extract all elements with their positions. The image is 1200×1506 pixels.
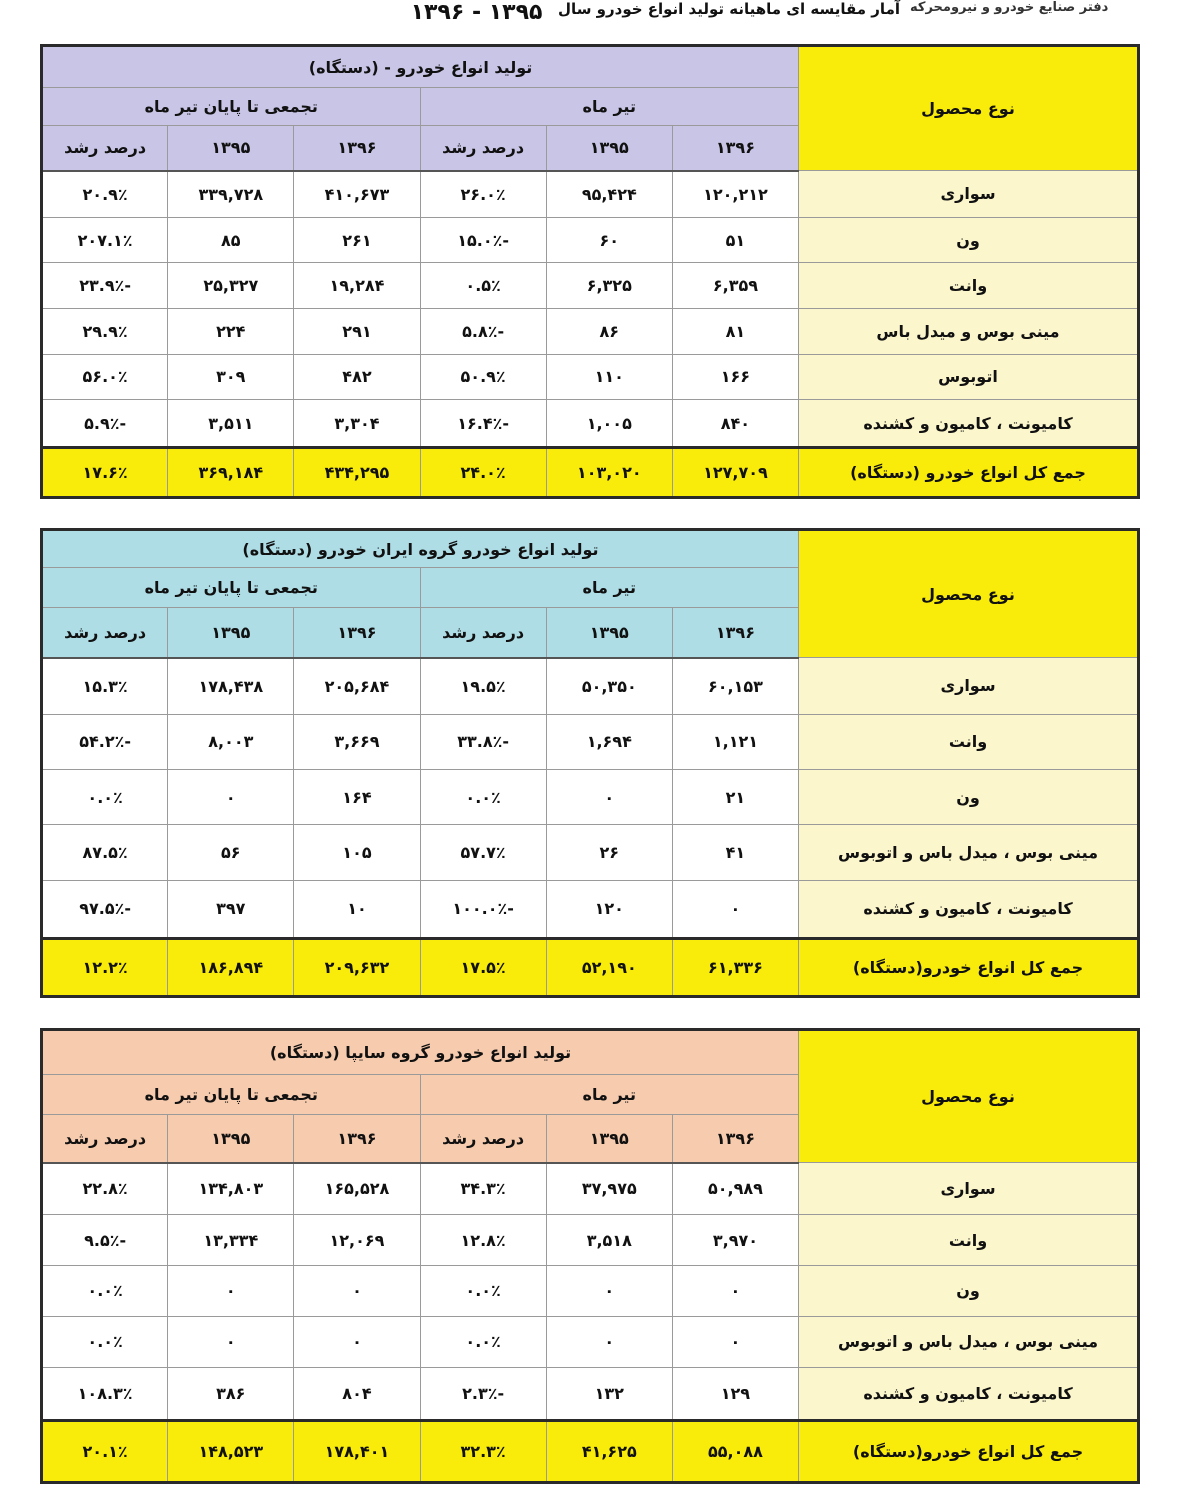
table-title: تولید انواع خودرو گروه ایران خودرو (دستگاه) <box>42 530 799 568</box>
col-growth-cum: درصد رشد <box>42 126 168 171</box>
cell-cum-growth: ۸۷.۵٪ <box>42 825 168 880</box>
cell-month-1396: ۵۱ <box>672 217 798 263</box>
cell-month-1396: ۱۲۹ <box>672 1367 798 1420</box>
row-name: کامیونت ، کامیون و کشنده <box>799 1367 1139 1420</box>
total-row <box>42 1421 1139 1483</box>
col-1395-cum: ۱۳۹۵ <box>168 1115 294 1163</box>
cell-month-growth: -۱۵.۰٪ <box>420 217 546 263</box>
row-name: مینی بوس و میدل باس <box>799 308 1139 354</box>
total-cum-1396: ۴۳۴,۲۹۵ <box>294 448 420 498</box>
cell-cum-growth: -۹.۵٪ <box>42 1215 168 1266</box>
cell-month-1396: ۳,۹۷۰ <box>672 1215 798 1266</box>
cell-month-1396: ۶۰,۱۵۳ <box>672 658 798 715</box>
cell-month-growth: ۵۷.۷٪ <box>420 825 546 880</box>
cell-cum-1395: ۵۶ <box>168 825 294 880</box>
cell-cum-1396: ۰ <box>294 1316 420 1367</box>
cell-cum-growth: ۱۵.۳٪ <box>42 658 168 715</box>
cell-month-1395: ۳,۵۱۸ <box>546 1215 672 1266</box>
cell-month-1396: ۸۱ <box>672 308 798 354</box>
period-month-header: تیر ماه <box>420 1075 798 1115</box>
cell-cum-1395: ۳۸۶ <box>168 1367 294 1420</box>
col-1395-month: ۱۳۹۵ <box>546 608 672 658</box>
table-row <box>42 1367 1139 1420</box>
cell-month-1395: ۹۵,۴۲۴ <box>546 171 672 218</box>
cell-cum-1395: ۰ <box>168 1316 294 1367</box>
cell-month-growth: -۳۳.۸٪ <box>420 714 546 769</box>
cell-month-growth: ۱۲.۸٪ <box>420 1215 546 1266</box>
cell-cum-1396: ۲۹۱ <box>294 308 420 354</box>
cell-cum-1395: ۸,۰۰۳ <box>168 714 294 769</box>
cell-cum-growth: ۲۰۷.۱٪ <box>42 217 168 263</box>
total-month-growth: ۱۷.۵٪ <box>420 939 546 997</box>
cell-month-growth: -۵.۸٪ <box>420 308 546 354</box>
cell-month-growth: ۰.۰٪ <box>420 770 546 825</box>
cell-month-1395: ۱۱۰ <box>546 354 672 400</box>
period-cumulative-header: تجمعی تا پایان تیر ماه <box>42 1075 421 1115</box>
cell-month-1395: ۰ <box>546 1316 672 1367</box>
row-name: مینی بوس ، میدل باس و اتوبوس <box>799 825 1139 880</box>
row-name: کامیونت ، کامیون و کشنده <box>799 880 1139 938</box>
total-month-1396: ۵۵,۰۸۸ <box>672 1421 798 1483</box>
period-month-header: تیر ماه <box>420 568 798 608</box>
table-row <box>42 658 1139 715</box>
total-month-1395: ۵۲,۱۹۰ <box>546 939 672 997</box>
cell-month-1396: ۰ <box>672 1316 798 1367</box>
cell-month-1396: ۰ <box>672 1265 798 1316</box>
cell-month-1395: ۸۶ <box>546 308 672 354</box>
row-name: ون <box>799 770 1139 825</box>
cell-cum-1395: ۱۳,۳۳۴ <box>168 1215 294 1266</box>
col-growth-month: درصد رشد <box>420 608 546 658</box>
cell-cum-1396: ۲۰۵,۶۸۴ <box>294 658 420 715</box>
cell-cum-1395: ۱۷۸,۴۳۸ <box>168 658 294 715</box>
cell-month-1395: ۰ <box>546 770 672 825</box>
col-1396-cum: ۱۳۹۶ <box>294 608 420 658</box>
cell-month-1395: ۰ <box>546 1265 672 1316</box>
cell-cum-1396: ۲۶۱ <box>294 217 420 263</box>
cell-month-1396: ۲۱ <box>672 770 798 825</box>
cell-month-1395: ۱,۶۹۴ <box>546 714 672 769</box>
cell-cum-1396: ۳,۶۶۹ <box>294 714 420 769</box>
table-row <box>42 263 1139 309</box>
cell-month-growth: ۵۰.۹٪ <box>420 354 546 400</box>
cell-month-growth: ۰.۰٪ <box>420 1265 546 1316</box>
total-cum-1395: ۱۴۸,۵۲۳ <box>168 1421 294 1483</box>
col-1395-cum: ۱۳۹۵ <box>168 126 294 171</box>
period-cumulative-header: تجمعی تا پایان تیر ماه <box>42 568 421 608</box>
cell-cum-1395: ۳۰۹ <box>168 354 294 400</box>
col-growth-cum: درصد رشد <box>42 1115 168 1163</box>
cell-cum-growth: ۰.۰٪ <box>42 1316 168 1367</box>
table-row <box>42 714 1139 769</box>
cell-cum-growth: -۹۷.۵٪ <box>42 880 168 938</box>
cell-month-1396: ۱۶۶ <box>672 354 798 400</box>
cell-cum-1396: ۸۰۴ <box>294 1367 420 1420</box>
report-title <box>380 0 900 30</box>
cell-cum-growth: ۲۹.۹٪ <box>42 308 168 354</box>
cell-cum-1396: ۴۱۰,۶۷۳ <box>294 171 420 218</box>
period-cumulative-header: تجمعی تا پایان تیر ماه <box>42 88 421 126</box>
cell-month-1395: ۱۳۲ <box>546 1367 672 1420</box>
col-1396-cum: ۱۳۹۶ <box>294 126 420 171</box>
cell-cum-1396: ۱۶۴ <box>294 770 420 825</box>
office-label: دفتر صنایع خودرو و نیرومحرکه <box>910 0 1109 15</box>
total-cum-growth: ۱۲.۲٪ <box>42 939 168 997</box>
cell-month-growth: -۲.۳٪ <box>420 1367 546 1420</box>
col-1396-month: ۱۳۹۶ <box>672 126 798 171</box>
table-row <box>42 308 1139 354</box>
cell-month-1396: ۰ <box>672 880 798 938</box>
cell-cum-1395: ۲۵,۳۲۷ <box>168 263 294 309</box>
table-row <box>42 400 1139 448</box>
cell-month-1395: ۵۰,۳۵۰ <box>546 658 672 715</box>
cell-month-1395: ۱,۰۰۵ <box>546 400 672 448</box>
cell-month-growth: ۰.۰٪ <box>420 1316 546 1367</box>
table-row <box>42 354 1139 400</box>
cell-month-growth: -۱۰۰.۰٪ <box>420 880 546 938</box>
total-cum-growth: ۲۰.۱٪ <box>42 1421 168 1483</box>
row-name: وانت <box>799 263 1139 309</box>
total-month-1395: ۱۰۳,۰۲۰ <box>546 448 672 498</box>
cell-cum-growth: -۵.۹٪ <box>42 400 168 448</box>
cell-month-1396: ۱۲۰,۲۱۲ <box>672 171 798 218</box>
table-row <box>42 1163 1139 1215</box>
table-saipa <box>40 1028 1140 1484</box>
report-title-years: ۱۳۹۵ - ۱۳۹۶ <box>410 0 543 25</box>
cell-cum-1395: ۲۲۴ <box>168 308 294 354</box>
cell-cum-growth: -۲۳.۹٪ <box>42 263 168 309</box>
cell-cum-1396: ۱۲,۰۶۹ <box>294 1215 420 1266</box>
cell-cum-growth: ۱۰۸.۳٪ <box>42 1367 168 1420</box>
col-growth-cum: درصد رشد <box>42 608 168 658</box>
table-row <box>42 825 1139 880</box>
table-row <box>42 1265 1139 1316</box>
total-name: جمع کل انواع خودرو(دستگاه) <box>799 1421 1139 1483</box>
product-type-header: نوع محصول <box>799 1030 1139 1163</box>
cell-month-growth: ۲۶.۰٪ <box>420 171 546 218</box>
col-growth-month: درصد رشد <box>420 1115 546 1163</box>
col-1396-cum: ۱۳۹۶ <box>294 1115 420 1163</box>
total-cum-1396: ۲۰۹,۶۳۲ <box>294 939 420 997</box>
row-name: وانت <box>799 1215 1139 1266</box>
table-total-production <box>40 44 1140 499</box>
period-month-header: تیر ماه <box>420 88 798 126</box>
total-month-growth: ۳۲.۳٪ <box>420 1421 546 1483</box>
table-row <box>42 1215 1139 1266</box>
cell-month-1396: ۸۴۰ <box>672 400 798 448</box>
total-month-1396: ۶۱,۳۳۶ <box>672 939 798 997</box>
cell-cum-1396: ۰ <box>294 1265 420 1316</box>
cell-cum-1395: ۳۹۷ <box>168 880 294 938</box>
table-iran-khodro <box>40 528 1140 998</box>
cell-cum-1396: ۱۹,۲۸۴ <box>294 263 420 309</box>
table-title: تولید انواع خودرو - (دستگاه) <box>42 46 799 88</box>
cell-month-1396: ۱,۱۲۱ <box>672 714 798 769</box>
cell-month-1396: ۶,۳۵۹ <box>672 263 798 309</box>
table-row <box>42 217 1139 263</box>
total-row <box>42 448 1139 498</box>
cell-cum-1396: ۴۸۲ <box>294 354 420 400</box>
table-row <box>42 1316 1139 1367</box>
total-cum-1396: ۱۷۸,۴۰۱ <box>294 1421 420 1483</box>
cell-cum-1395: ۰ <box>168 770 294 825</box>
cell-month-1395: ۶,۳۲۵ <box>546 263 672 309</box>
cell-cum-1396: ۱۶۵,۵۲۸ <box>294 1163 420 1215</box>
cell-cum-growth: ۲۲.۸٪ <box>42 1163 168 1215</box>
cell-month-1396: ۴۱ <box>672 825 798 880</box>
cell-cum-1395: ۳۳۹,۷۲۸ <box>168 171 294 218</box>
product-type-header: نوع محصول <box>799 46 1139 171</box>
table-title: تولید انواع خودرو گروه سایپا (دستگاه) <box>42 1030 799 1075</box>
cell-cum-1395: ۸۵ <box>168 217 294 263</box>
col-1396-month: ۱۳۹۶ <box>672 608 798 658</box>
cell-month-1395: ۱۲۰ <box>546 880 672 938</box>
cell-cum-growth: ۰.۰٪ <box>42 1265 168 1316</box>
row-name: ون <box>799 1265 1139 1316</box>
col-1395-month: ۱۳۹۵ <box>546 1115 672 1163</box>
cell-month-1396: ۵۰,۹۸۹ <box>672 1163 798 1215</box>
cell-cum-1395: ۳,۵۱۱ <box>168 400 294 448</box>
cell-cum-1396: ۱۰ <box>294 880 420 938</box>
total-name: جمع کل انواع خودرو (دستگاه) <box>799 448 1139 498</box>
table-row <box>42 770 1139 825</box>
row-name: سواری <box>799 1163 1139 1215</box>
cell-cum-1395: ۱۳۴,۸۰۳ <box>168 1163 294 1215</box>
cell-month-1395: ۶۰ <box>546 217 672 263</box>
total-cum-1395: ۳۶۹,۱۸۴ <box>168 448 294 498</box>
col-1396-month: ۱۳۹۶ <box>672 1115 798 1163</box>
table-row <box>42 171 1139 218</box>
total-name: جمع کل انواع خودرو(دستگاه) <box>799 939 1139 997</box>
row-name: ون <box>799 217 1139 263</box>
product-type-header: نوع محصول <box>799 530 1139 658</box>
col-growth-month: درصد رشد <box>420 126 546 171</box>
row-name: مینی بوس ، میدل باس و اتوبوس <box>799 1316 1139 1367</box>
row-name: وانت <box>799 714 1139 769</box>
total-cum-growth: ۱۷.۶٪ <box>42 448 168 498</box>
cell-month-1395: ۲۶ <box>546 825 672 880</box>
total-month-growth: ۲۴.۰٪ <box>420 448 546 498</box>
total-row <box>42 939 1139 997</box>
report-title-text: آمار مقایسه ای ماهیانه تولید انواع خودرو سال <box>558 0 900 18</box>
row-name: کامیونت ، کامیون و کشنده <box>799 400 1139 448</box>
row-name: اتوبوس <box>799 354 1139 400</box>
cell-cum-1396: ۳,۳۰۴ <box>294 400 420 448</box>
total-month-1395: ۴۱,۶۲۵ <box>546 1421 672 1483</box>
cell-cum-1396: ۱۰۵ <box>294 825 420 880</box>
total-cum-1395: ۱۸۶,۸۹۴ <box>168 939 294 997</box>
cell-cum-growth: ۰.۰٪ <box>42 770 168 825</box>
cell-cum-growth: -۵۴.۲٪ <box>42 714 168 769</box>
col-1395-cum: ۱۳۹۵ <box>168 608 294 658</box>
total-month-1396: ۱۲۷,۷۰۹ <box>672 448 798 498</box>
cell-cum-growth: ۲۰.۹٪ <box>42 171 168 218</box>
cell-cum-1395: ۰ <box>168 1265 294 1316</box>
row-name: سواری <box>799 171 1139 218</box>
cell-month-growth: -۱۶.۴٪ <box>420 400 546 448</box>
cell-month-growth: ۰.۵٪ <box>420 263 546 309</box>
cell-cum-growth: ۵۶.۰٪ <box>42 354 168 400</box>
cell-month-1395: ۳۷,۹۷۵ <box>546 1163 672 1215</box>
col-1395-month: ۱۳۹۵ <box>546 126 672 171</box>
row-name: سواری <box>799 658 1139 715</box>
cell-month-growth: ۱۹.۵٪ <box>420 658 546 715</box>
table-row <box>42 880 1139 938</box>
cell-month-growth: ۳۴.۳٪ <box>420 1163 546 1215</box>
